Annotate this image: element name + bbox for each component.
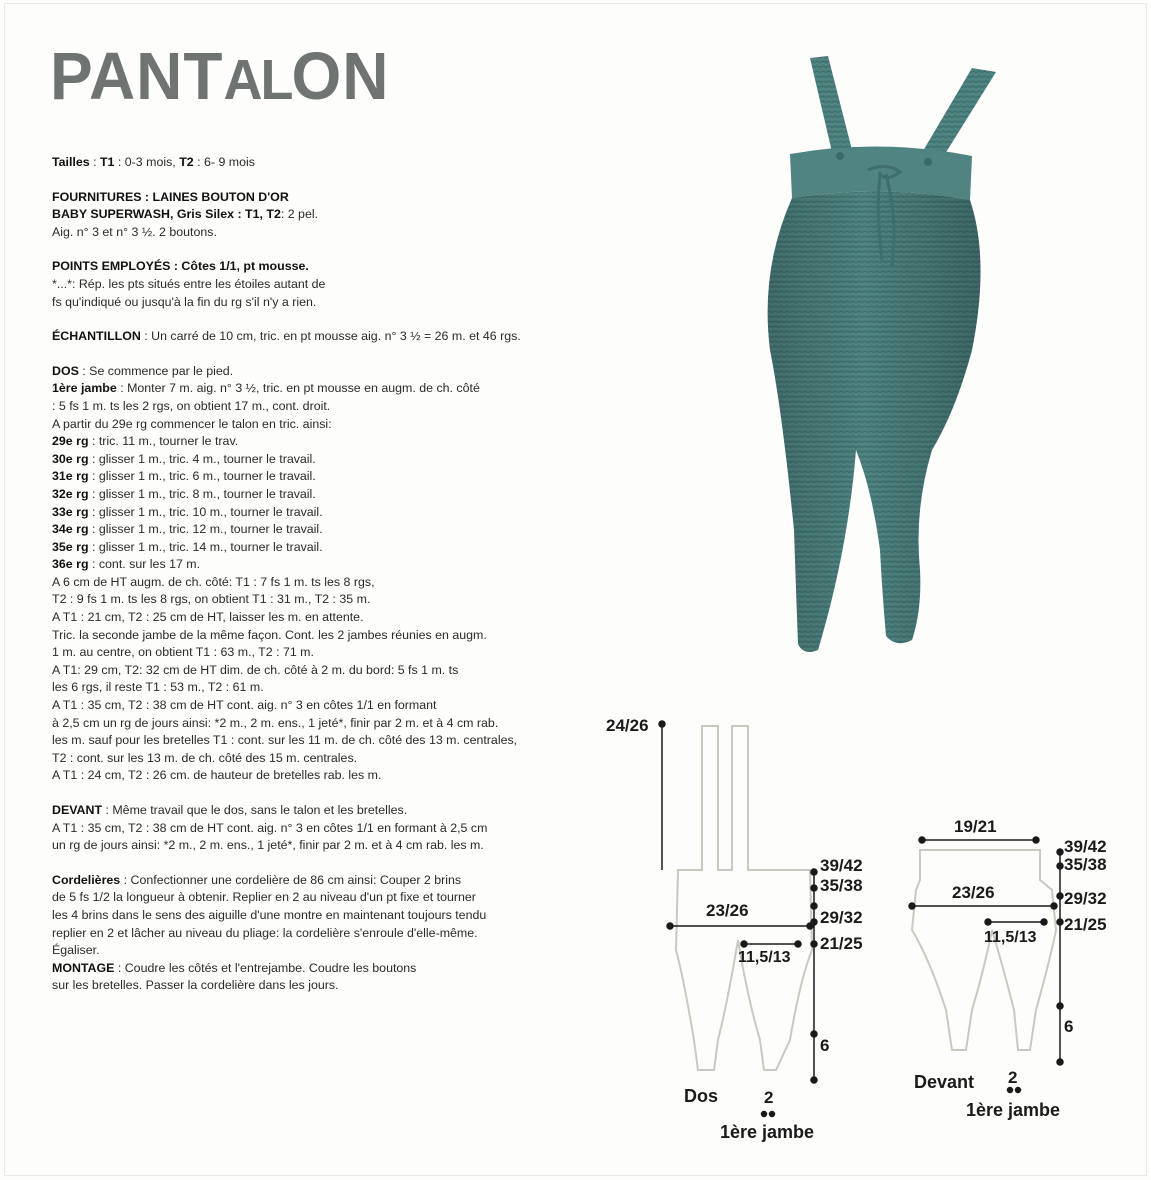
dos-height-2: 35/38 (820, 876, 863, 895)
dos-label: Dos (684, 1086, 719, 1106)
devant-label: Devant (914, 1072, 975, 1092)
points-section: POINTS EMPLOYÉS : Côtes 1/1, pt mousse. *...*: Rép. les pts situés entre les étoiles autant de fs qu'indiqué ou jusqu'à la fin du rg s'il n'y a rien. (52, 259, 326, 309)
devant-outline (912, 850, 1056, 1050)
button-right (924, 158, 932, 166)
devant-leg-label: 1ère jambe (966, 1100, 1061, 1120)
devant-width: 23/26 (952, 883, 995, 902)
dos-leg-label: 1ère jambe (720, 1122, 815, 1142)
devant-top-width: 19/21 (954, 817, 997, 836)
dos-width: 23/26 (706, 901, 749, 920)
fournitures-section: FOURNITURES : LAINES BOUTON D'OR BABY SUPERWASH, Gris Silex : T1, T2: 2 pel. Aig. n° 3 et n° 3 ½. 2 boutons. (52, 189, 319, 239)
dos-section: DOS : Se commence par le pied. 1ère jambe : Monter 7 m. aig. n° 3 ½, tric. en pt mousse en augm. de ch. côté : 5 fs 1 m. ts les 2 rgs, on obtient 17 m., cont. droit. A partir du 29e rg commencer le talon en tric. ainsi: 29e rg : tric. 11 m., tourner le trav. 30e rg : glisser 1 m., tric. 4 m., tourner le travail. 31e rg : glisser 1 m., tric. 6 m., tourner le travail. 32e rg : glisser 1 m., tric. 8 m., tourner le travail. 33e rg : glisser 1 m., tric. 10 m., tourner le travail. 34e rg : glisser 1 m., tric. 12 m., tourner le travail. 35e rg : glisser 1 m., tric. 14 m., tourner le travail. 36e rg : cont. sur les 17 m. A 6 cm de HT augm. de ch. côté: T1 : 7 fs 1 m. ts les 8 rgs, T2 : 9 fs 1 m. ts les 8 rgs, on obtient T1 : 31 m., T2 : 35 m. A T1 : 21 cm, T2 : 25 cm de HT, laisser les m. en attente. Tric. la seconde jambe de la même façon. Cont. les 2 jambes réunies en augm. 1 m. au centre, on obtient T1 : 63 m., T2 : 71 m. A T1: 29 cm, T2: 32 cm de HT dim. de ch. côté à 2 m. du bord: 5 fs 1 m. ts les 6 rgs, il reste T1 : 53 m., T2 : 61 m. A T1 : 35 cm, T2 : 38 cm de HT cont. aig. n° 3 en côtes 1/1 en formant à 2,5 cm un rg de jours ainsi: *2 m., 2 m. ens., 1 jeté*, finir par 2 m. et à 4 cm rab. les m. sauf pour les bretelles T1 : cont. sur les 11 m. de ch. côté des 13 m. centrales, T2 : cont. sur les 13 m. de ch. côté des 15 m. centrales. A T1 : 24 cm, T2 : 26 cm. de hauteur de bretelles rab. les m. (52, 363, 518, 783)
right-strap (920, 68, 996, 162)
dos-foot: 2 (764, 1088, 774, 1107)
page-title: PANTALON (50, 38, 390, 114)
echantillon-section: ÉCHANTILLON : Un carré de 10 cm, tric. en pt mousse aig. n° 3 ½ = 26 m. et 46 rgs. (52, 329, 521, 344)
cordelieres-section: Cordelières : Confectionner une cordelière de 86 cm ainsi: Couper 2 brins de 5 fs 1/2 la longueur à obtenir. Replier en 2 au niveau d'un pt fixe et tourner les 4 brins dans le sens des aiguille d'une montre en maintenant toujours tendu replier en 2 et lâcher au niveau du pliage: la cordelière s'enroule d'elle-même. Égaliser. MONTAGE : Coudre les côtés et l'entrejambe. Coudre les boutons sur les bretelles. Passer la cordelière dans les jours. (52, 872, 487, 993)
instructions-column (52, 154, 612, 995)
knitted-pants-photo (700, 50, 1060, 670)
pattern-schematic (600, 700, 1120, 1160)
devant-section: DEVANT : Même travail que le dos, sans le talon et les bretelles. A T1 : 35 cm, T2 : 38 cm de HT cont. aig. n° 3 en côtes 1/1 en formant à 2,5 cm un rg de jours ainsi: *2 m., 2 m. ens., 1 jeté*, finir par 2 m. et à 4 cm rab. les m. (52, 803, 488, 853)
devant-height-5: 6 (1064, 1017, 1074, 1036)
dos-height-5: 6 (820, 1036, 830, 1055)
devant-height-3: 29/32 (1064, 889, 1107, 908)
button-left (836, 152, 844, 160)
dos-height-4: 21/25 (820, 934, 863, 953)
left-strap (810, 56, 852, 152)
dos-height-3: 29/32 (820, 908, 863, 927)
devant-height-2: 35/38 (1064, 855, 1107, 874)
dos-crotch: 11,5/13 (738, 949, 791, 966)
dos-bretelle-height: 24/26 (606, 716, 649, 735)
devant-height-1: 39/42 (1064, 837, 1107, 856)
devant-foot: 2 (1008, 1068, 1018, 1087)
devant-height-4: 21/25 (1064, 915, 1107, 934)
tailles-section: Tailles : T1 : 0-3 mois, T2 : 6- 9 mois (52, 155, 255, 169)
dos-height-1: 39/42 (820, 856, 863, 875)
dos-outline (676, 726, 812, 1070)
devant-crotch: 11,5/13 (984, 929, 1037, 946)
